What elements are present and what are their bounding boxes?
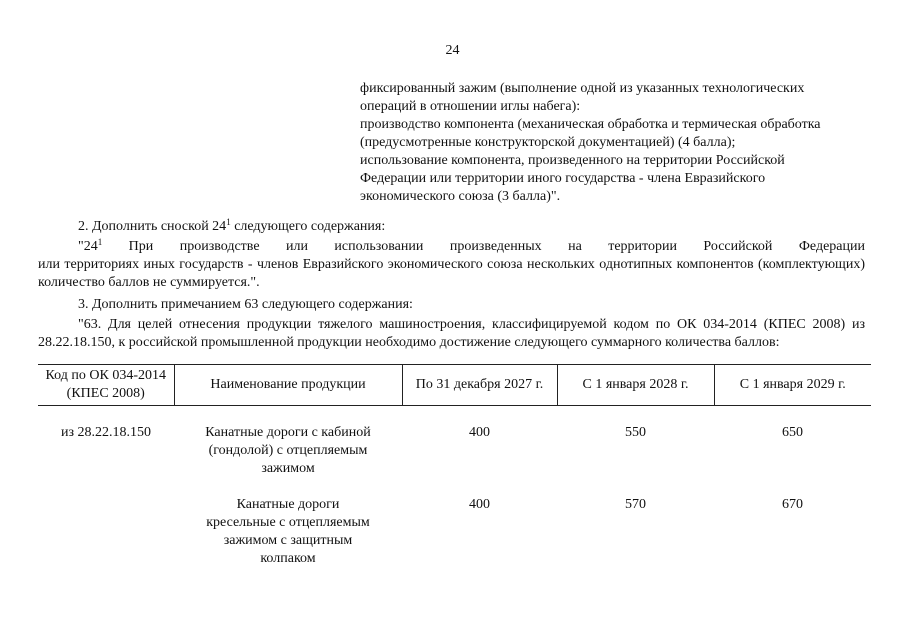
cell-2029: 650: [782, 425, 803, 440]
footnote-paragraph: [38, 238, 865, 292]
continued-line: использование компонента, произведенного на территории Российской: [360, 153, 785, 168]
footnote-rest: или территориях иных государств - членов Евразийского экономического союза нескольких однотипных компонентов (комплектующих) количество баллов не суммируется.".: [38, 257, 865, 290]
continued-line: (предусмотренные конструкторской документацией) (4 балла);: [360, 135, 736, 150]
item-2-text-after: следующего содержания:: [230, 219, 386, 234]
cell-code: [38, 478, 174, 568]
cell-product-name: Канатные дороги с кабиной (гондолой) с отцепляемым зажимом: [205, 425, 371, 476]
item-2-paragraph: [38, 218, 865, 236]
item-3-paragraph: 3. Дополнить примечанием 63 следующего содержания:: [78, 297, 413, 312]
continued-text-block: [360, 80, 880, 206]
cell-2028: 550: [625, 425, 646, 440]
continued-line: производство компонента (механическая обработка и термическая обработка: [360, 117, 821, 132]
header-2029: С 1 января 2029 г.: [714, 365, 871, 406]
footnote-first-line-text: При производстве или использовании произведенных на территории Российской Федерации: [102, 239, 865, 254]
footnote-first-line: [38, 238, 865, 256]
cell-2029: 670: [782, 497, 803, 512]
table-row: [38, 406, 871, 479]
header-product-name: Наименование продукции: [174, 365, 402, 406]
table-row: [38, 478, 871, 568]
cell-code: из 28.22.18.150: [60, 425, 152, 440]
points-table: [38, 364, 871, 568]
table-header-row: [38, 365, 871, 406]
header-code: Код по ОК 034-2014 (КПЕС 2008): [38, 365, 174, 406]
continued-line: фиксированный зажим (выполнение одной из указанных технологических: [360, 81, 805, 96]
item-2-text-before: 2. Дополнить сноской 24: [78, 219, 227, 234]
footnote-superscript: 1: [97, 237, 103, 247]
page-number: 24: [445, 43, 460, 58]
cell-2028: 570: [625, 497, 646, 512]
footnote-open-quote: "24: [78, 239, 98, 254]
continued-line: Федерации или территории иного государства - члена Евразийского: [360, 171, 766, 186]
cell-product-name: Канатные дороги кресельные с отцепляемым зажимом с защитным колпаком: [206, 497, 370, 566]
continued-line: операций в отношении иглы набега):: [360, 99, 581, 114]
cell-2027: 400: [469, 497, 490, 512]
header-2028: С 1 января 2028 г.: [557, 365, 714, 406]
cell-2027: 400: [469, 425, 490, 440]
item-2-superscript: 1: [226, 217, 231, 227]
note-63-paragraph: "63. Для целей отнесения продукции тяжелого машиностроения, классифицируемой кодом по ОК 034-2014 (КПЕС 2008) из 28.22.18.150, к российской промышленной продукции необходимо достижение следующего суммарного количества баллов:: [38, 317, 865, 350]
header-2027: По 31 декабря 2027 г.: [402, 365, 557, 406]
continued-line: экономического союза (3 балла)".: [360, 189, 561, 204]
